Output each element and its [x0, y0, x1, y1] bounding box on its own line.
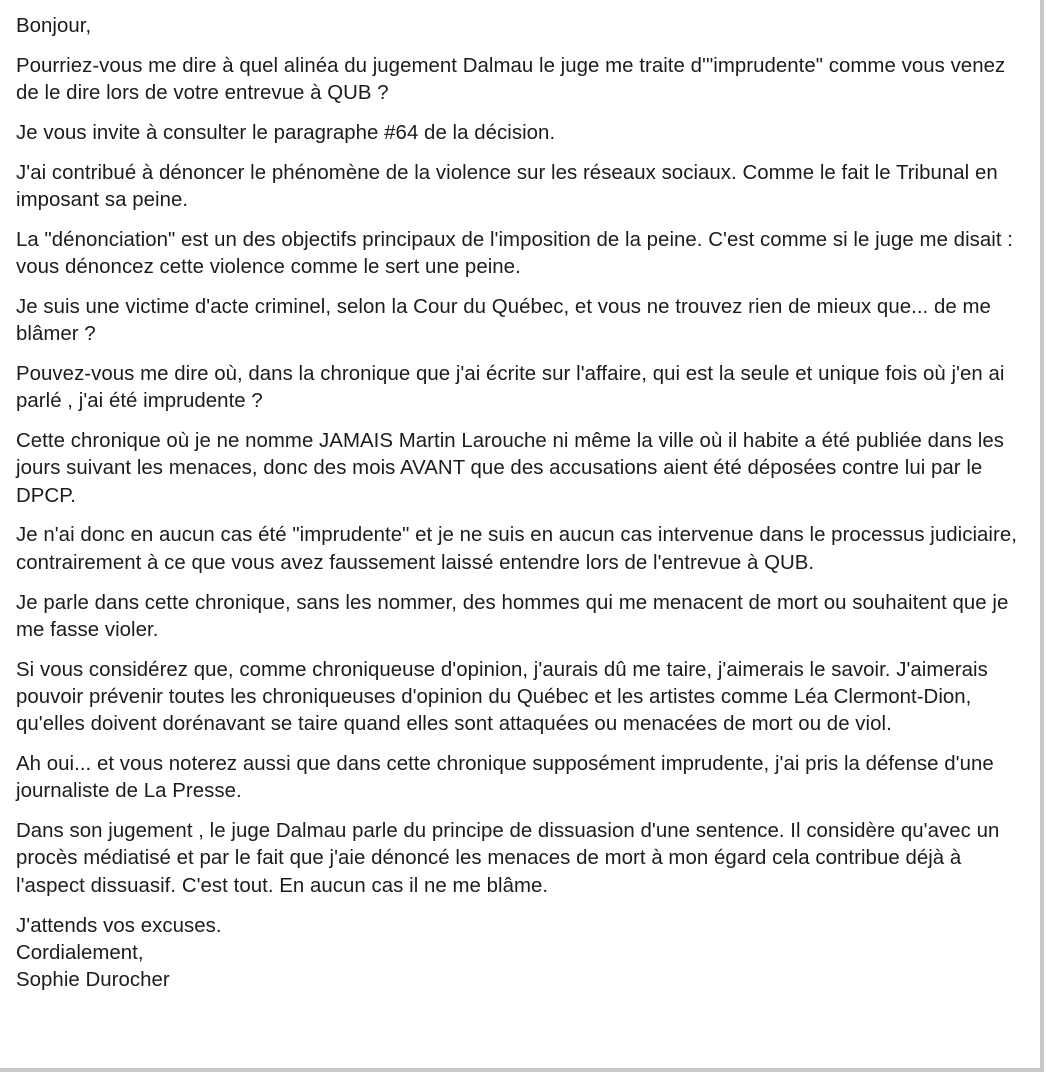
paragraph-11: Ah oui... et vous noterez aussi que dans cette chronique supposément imprudente, j'ai pris la défense d'une journaliste de La Presse.	[16, 753, 994, 803]
paragraph-6: Pouvez-vous me dire où, dans la chronique que j'ai écrite sur l'affaire, qui est la seule et unique fois où j'en ai parlé , j'ai été imprudente ?	[16, 362, 1005, 413]
paragraph-7: Cette chronique où je ne nomme JAMAIS Martin Larouche ni même la ville où il habite a été publiée dans les jours suivant les menaces, donc des mois AVANT que des accusations aient été déposées contre lui par le DPCP.	[16, 430, 1004, 507]
paragraph-1: Pourriez-vous me dire à quel alinéa du jugement Dalmau le juge me traite d'"imprudente" comme vous venez de le dire lors de votre entrevue à QUB ?	[16, 54, 1006, 105]
paragraph-3: J'ai contribué à dénoncer le phénomène de la violence sur les réseaux sociaux. Comme le fait le Tribunal en imposant sa peine.	[16, 161, 998, 211]
paragraph-10: Si vous considérez que, comme chroniqueuse d'opinion, j'aurais dû me taire, j'aimerais le savoir. J'aimerais pouvoir prévenir toutes les chroniqueuses d'opinion du Québec et les artistes comme Léa Clermont-Dion, qu'elles doivent dorénavant se taire quand elles sont attaquées ou menacées de mort ou de viol.	[16, 658, 988, 736]
sign-off	[16, 913, 1024, 995]
closing-salutation: Cordialement,	[16, 941, 144, 964]
paragraph-12: Dans son jugement , le juge Dalmau parle du principe de dissuasion d'une sentence. Il considère qu'avec un procès médiatisé et par le fait que j'aie dénoncé les menaces de mort à mon égard cela contribue déjà à l'aspect dissuasif. C'est tout. En aucun cas il ne me blâme.	[16, 820, 1000, 897]
paragraph-5: Je suis une victime d'acte criminel, selon la Cour du Québec, et vous ne trouvez rien de mieux que... de me blâmer ?	[16, 295, 991, 346]
signature: Sophie Durocher	[16, 969, 170, 992]
closing-line: J'attends vos excuses.	[16, 914, 222, 937]
paragraph-4: La "dénonciation" est un des objectifs principaux de l'imposition de la peine. C'est comme si le juge me disait : vous dénoncez cette violence comme le sert une peine.	[16, 228, 1014, 279]
paragraph-8: Je n'ai donc en aucun cas été "imprudente" et je ne suis en aucun cas intervenue dans le processus judiciaire, contrairement à ce que vous avez faussement laissé entendre lors de l'entrevue à QUB.	[16, 524, 1017, 574]
paragraph-2: Je vous invite à consulter le paragraphe #64 de la décision.	[16, 121, 556, 144]
paragraph-9: Je parle dans cette chronique, sans les nommer, des hommes qui me menacent de mort ou souhaitent que je me fasse violer.	[16, 591, 1009, 641]
greeting: Bonjour,	[16, 15, 92, 37]
